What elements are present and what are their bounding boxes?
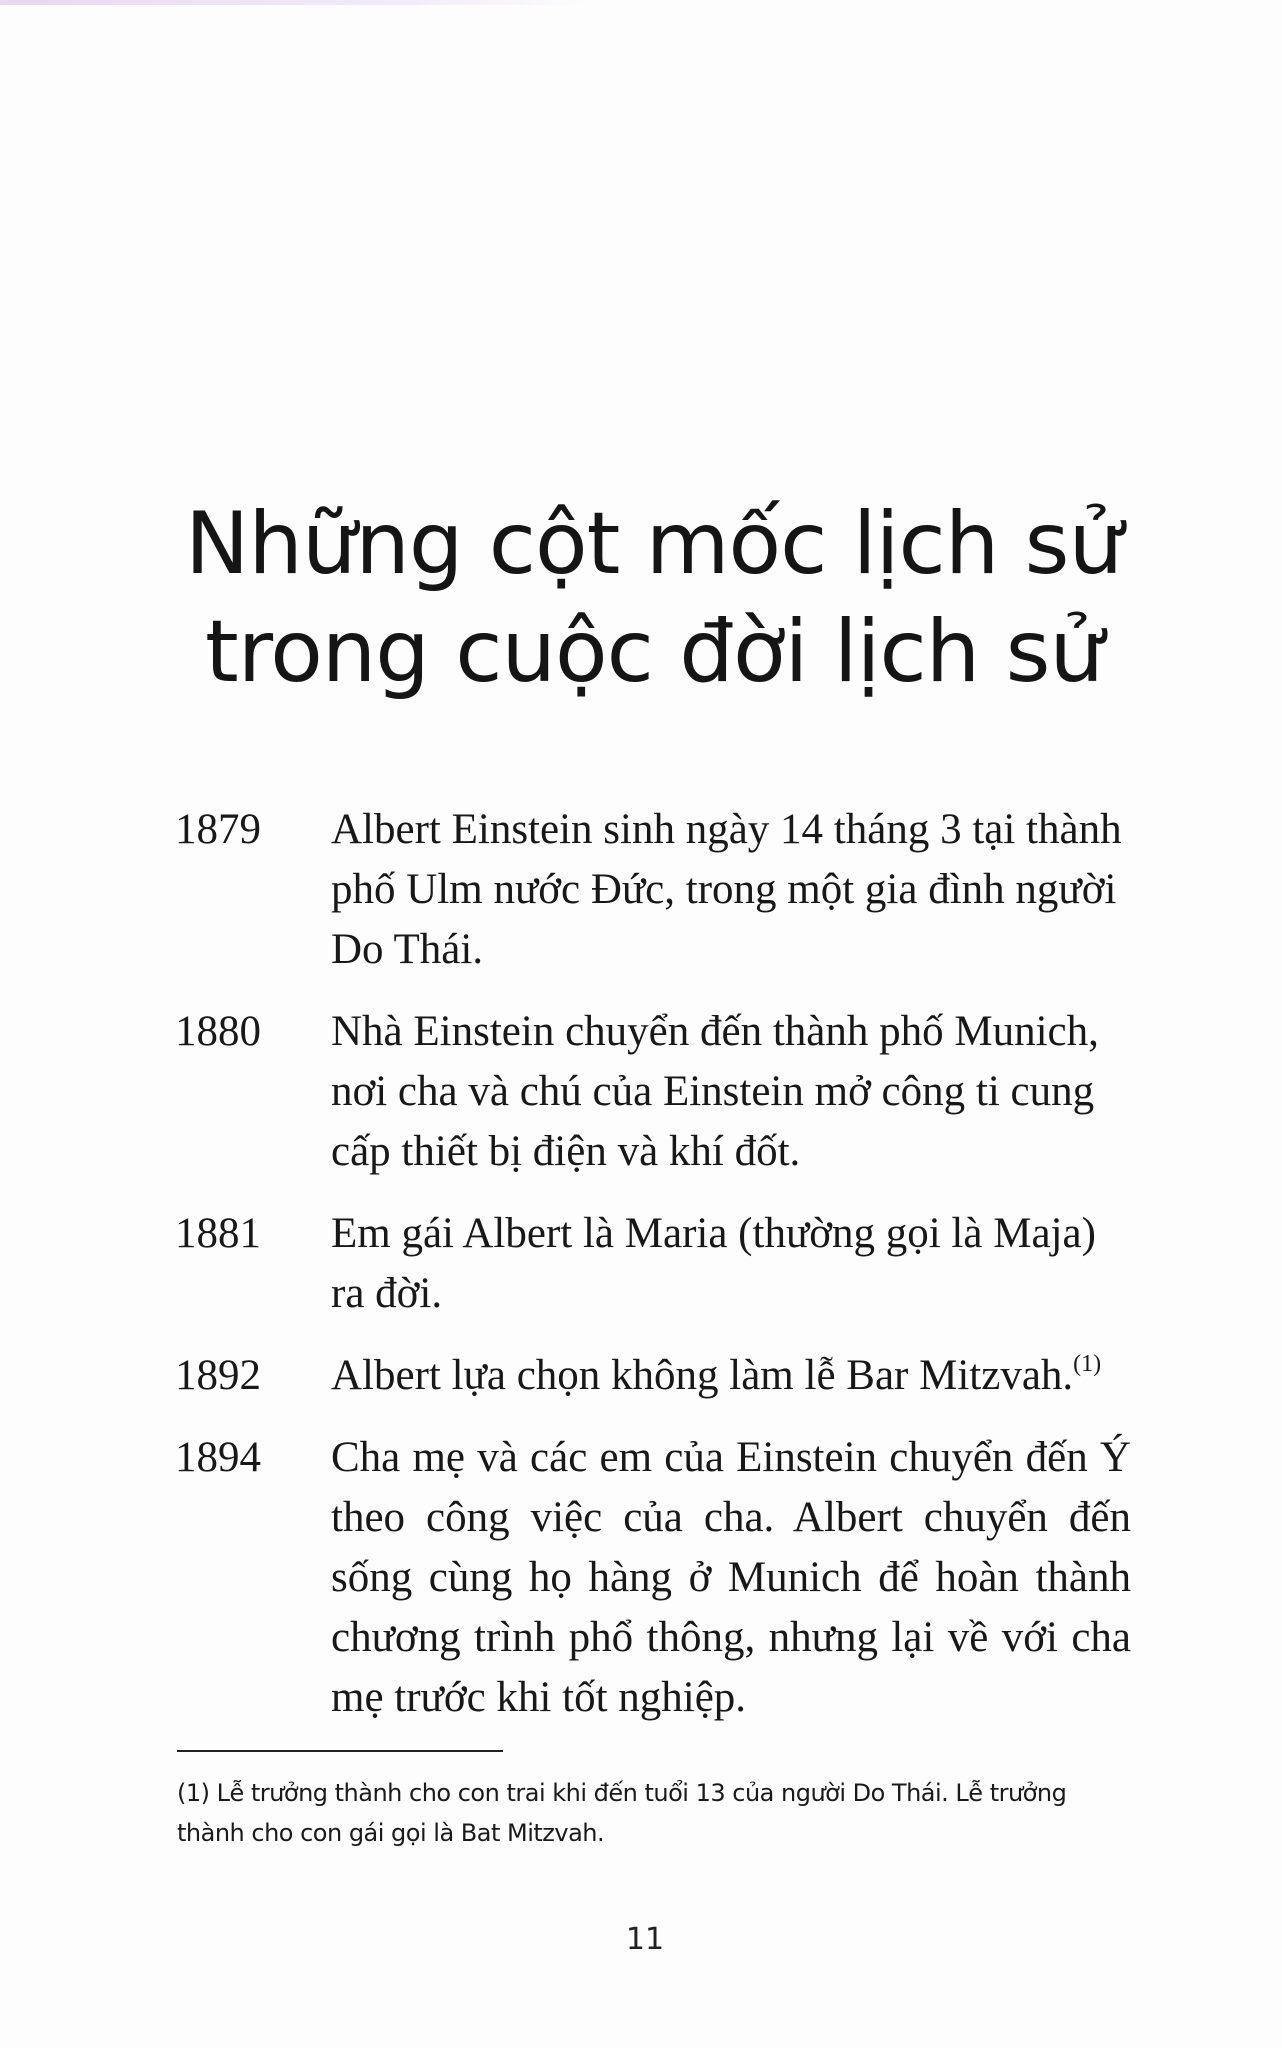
chapter-title-line-1: Những cột mốc lịch sử bbox=[185, 494, 1122, 594]
timeline-entry-1892 bbox=[175, 1346, 1135, 1406]
timeline-description: Cha mẹ và các em của Einstein chuyển đến Ý theo công việc của cha. Albert chuyển đến sống cùng họ hàng ở Munich để hoàn thành chương trình phổ thông, nhưng lại về với cha mẹ trước khi tốt nghiệp. bbox=[331, 1434, 1131, 1721]
timeline-year: 1880 bbox=[175, 1008, 261, 1055]
timeline-description: Nhà Einstein chuyển đến thành phố Munich, nơi cha và chú của Einstein mở công ti cung cấp thiết bị điện và khí đốt. bbox=[331, 1008, 1099, 1175]
timeline-description: Em gái Albert là Maria (thường gọi là Maja) ra đời. bbox=[331, 1210, 1096, 1317]
timeline-description-text: Albert lựa chọn không làm lễ Bar Mitzvah. bbox=[331, 1352, 1074, 1399]
page-number: 11 bbox=[625, 1922, 665, 1957]
scan-edge-stripe bbox=[0, 0, 590, 5]
footnote-reference: (1) bbox=[1073, 1351, 1102, 1377]
chapter-title-line-2: trong cuộc đời lịch sử bbox=[205, 602, 1103, 702]
timeline-year: 1894 bbox=[175, 1434, 261, 1481]
timeline-year: 1892 bbox=[175, 1352, 261, 1399]
timeline-entry-1880 bbox=[175, 1002, 1135, 1182]
timeline-description: Albert Einstein sinh ngày 14 tháng 3 tại thành phố Ulm nước Đức, trong một gia đình người Do Thái. bbox=[331, 806, 1122, 973]
footnote: (1) Lễ trưởng thành cho con trai khi đến tuổi 13 của người Do Thái. Lễ trưởng thành cho con gái gọi là Bat Mitzvah. bbox=[177, 1779, 1067, 1847]
timeline-year: 1879 bbox=[175, 806, 261, 853]
timeline-list bbox=[175, 800, 1135, 1750]
chapter-title bbox=[185, 490, 1165, 706]
timeline-entry-1881 bbox=[175, 1204, 1135, 1324]
footnote-divider bbox=[177, 1750, 503, 1752]
timeline-entry-1879 bbox=[175, 800, 1135, 980]
timeline-entry-1894 bbox=[175, 1428, 1135, 1728]
timeline-year: 1881 bbox=[175, 1210, 261, 1257]
timeline-description bbox=[331, 1346, 1131, 1406]
